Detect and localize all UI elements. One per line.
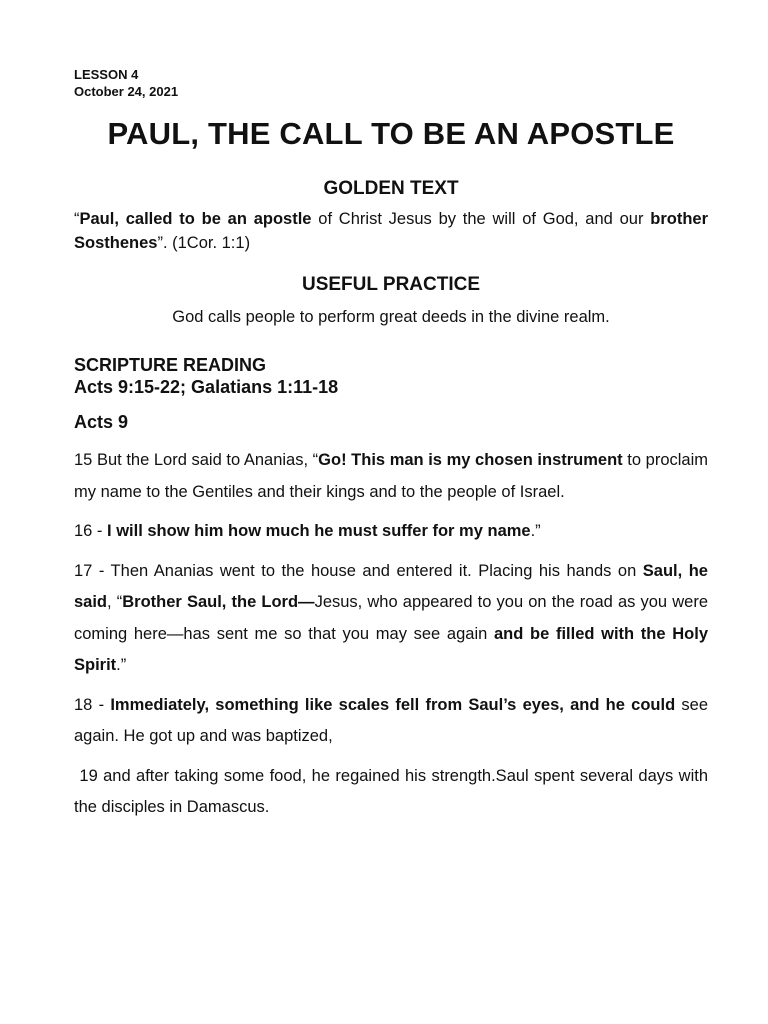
verse-17-part-c: , “	[107, 593, 123, 611]
useful-practice-text: God calls people to perform great deeds in the divine realm.	[172, 308, 610, 326]
lesson-date: October 24, 2021	[74, 84, 179, 99]
verse-18-part-a: 18 -	[74, 695, 111, 714]
scripture-reading-heading	[74, 354, 708, 398]
golden-plain-1: of Christ Jesus by the will of God, and our	[311, 210, 651, 228]
verse-16-part-a: 16 -	[74, 522, 108, 540]
verse-17	[74, 556, 708, 682]
verse-15-emphasis: Go! This man is my chosen instrument	[318, 451, 623, 469]
golden-plain-2: ”. (1Cor. 1:1)	[157, 234, 251, 252]
golden-text-heading: GOLDEN TEXT	[323, 178, 459, 199]
verse-19	[74, 761, 713, 824]
golden-emphasis-1: Paul, called to be an apostle	[79, 210, 312, 228]
verse-17-part-g: .”	[116, 656, 127, 674]
verse-19-text: 19 and after taking some food, he regained his strength.Saul spent several days with the disciples in Damascus.	[74, 766, 713, 816]
golden-open-quote: “	[74, 210, 80, 228]
useful-practice-heading: USEFUL PRACTICE	[301, 274, 481, 295]
verse-18	[74, 690, 708, 753]
verse-17-emphasis-1: Saul, he said	[74, 561, 708, 611]
golden-text-body	[74, 207, 708, 255]
verse-15-part-c: to proclaim my name to the Gentiles and their kings and to the people of Israel.	[74, 451, 709, 501]
scripture-reading-title: SCRIPTURE READING	[74, 355, 267, 375]
lesson-number: LESSON 4	[74, 67, 139, 82]
verse-18-part-c: see again. He got up and was baptized,	[74, 695, 708, 745]
page-title: PAUL, THE CALL TO BE AN APOSTLE	[107, 116, 675, 151]
verse-18-emphasis: Immediately, something like scales fell from Saul’s eyes, and he could	[110, 695, 676, 714]
verse-17-emphasis-3: and be filled with the Holy Spirit	[74, 624, 709, 674]
verse-15-part-a: 15 But the Lord said to Ananias, “	[74, 451, 319, 469]
document-page	[74, 66, 713, 824]
verse-17-part-a: 17 - Then Ananias went to the house and entered it. Placing his hands on	[74, 561, 643, 580]
verse-16-emphasis: I will show him how much he must suffer for my name	[107, 522, 531, 540]
verse-17-emphasis-2: Brother Saul, the Lord—	[122, 593, 315, 611]
verse-17-part-e: Jesus, who appeared to you on the road as you were coming here—has sent me so that you may see again	[74, 593, 708, 643]
golden-emphasis-2: brother Sosthenes	[74, 210, 708, 252]
scripture-references: Acts 9:15-22; Galatians 1:11-18	[74, 377, 339, 397]
verse-15	[74, 445, 708, 508]
verse-16-part-c: .”	[530, 522, 541, 540]
book-heading: Acts 9	[74, 412, 129, 432]
verse-16	[74, 516, 708, 548]
